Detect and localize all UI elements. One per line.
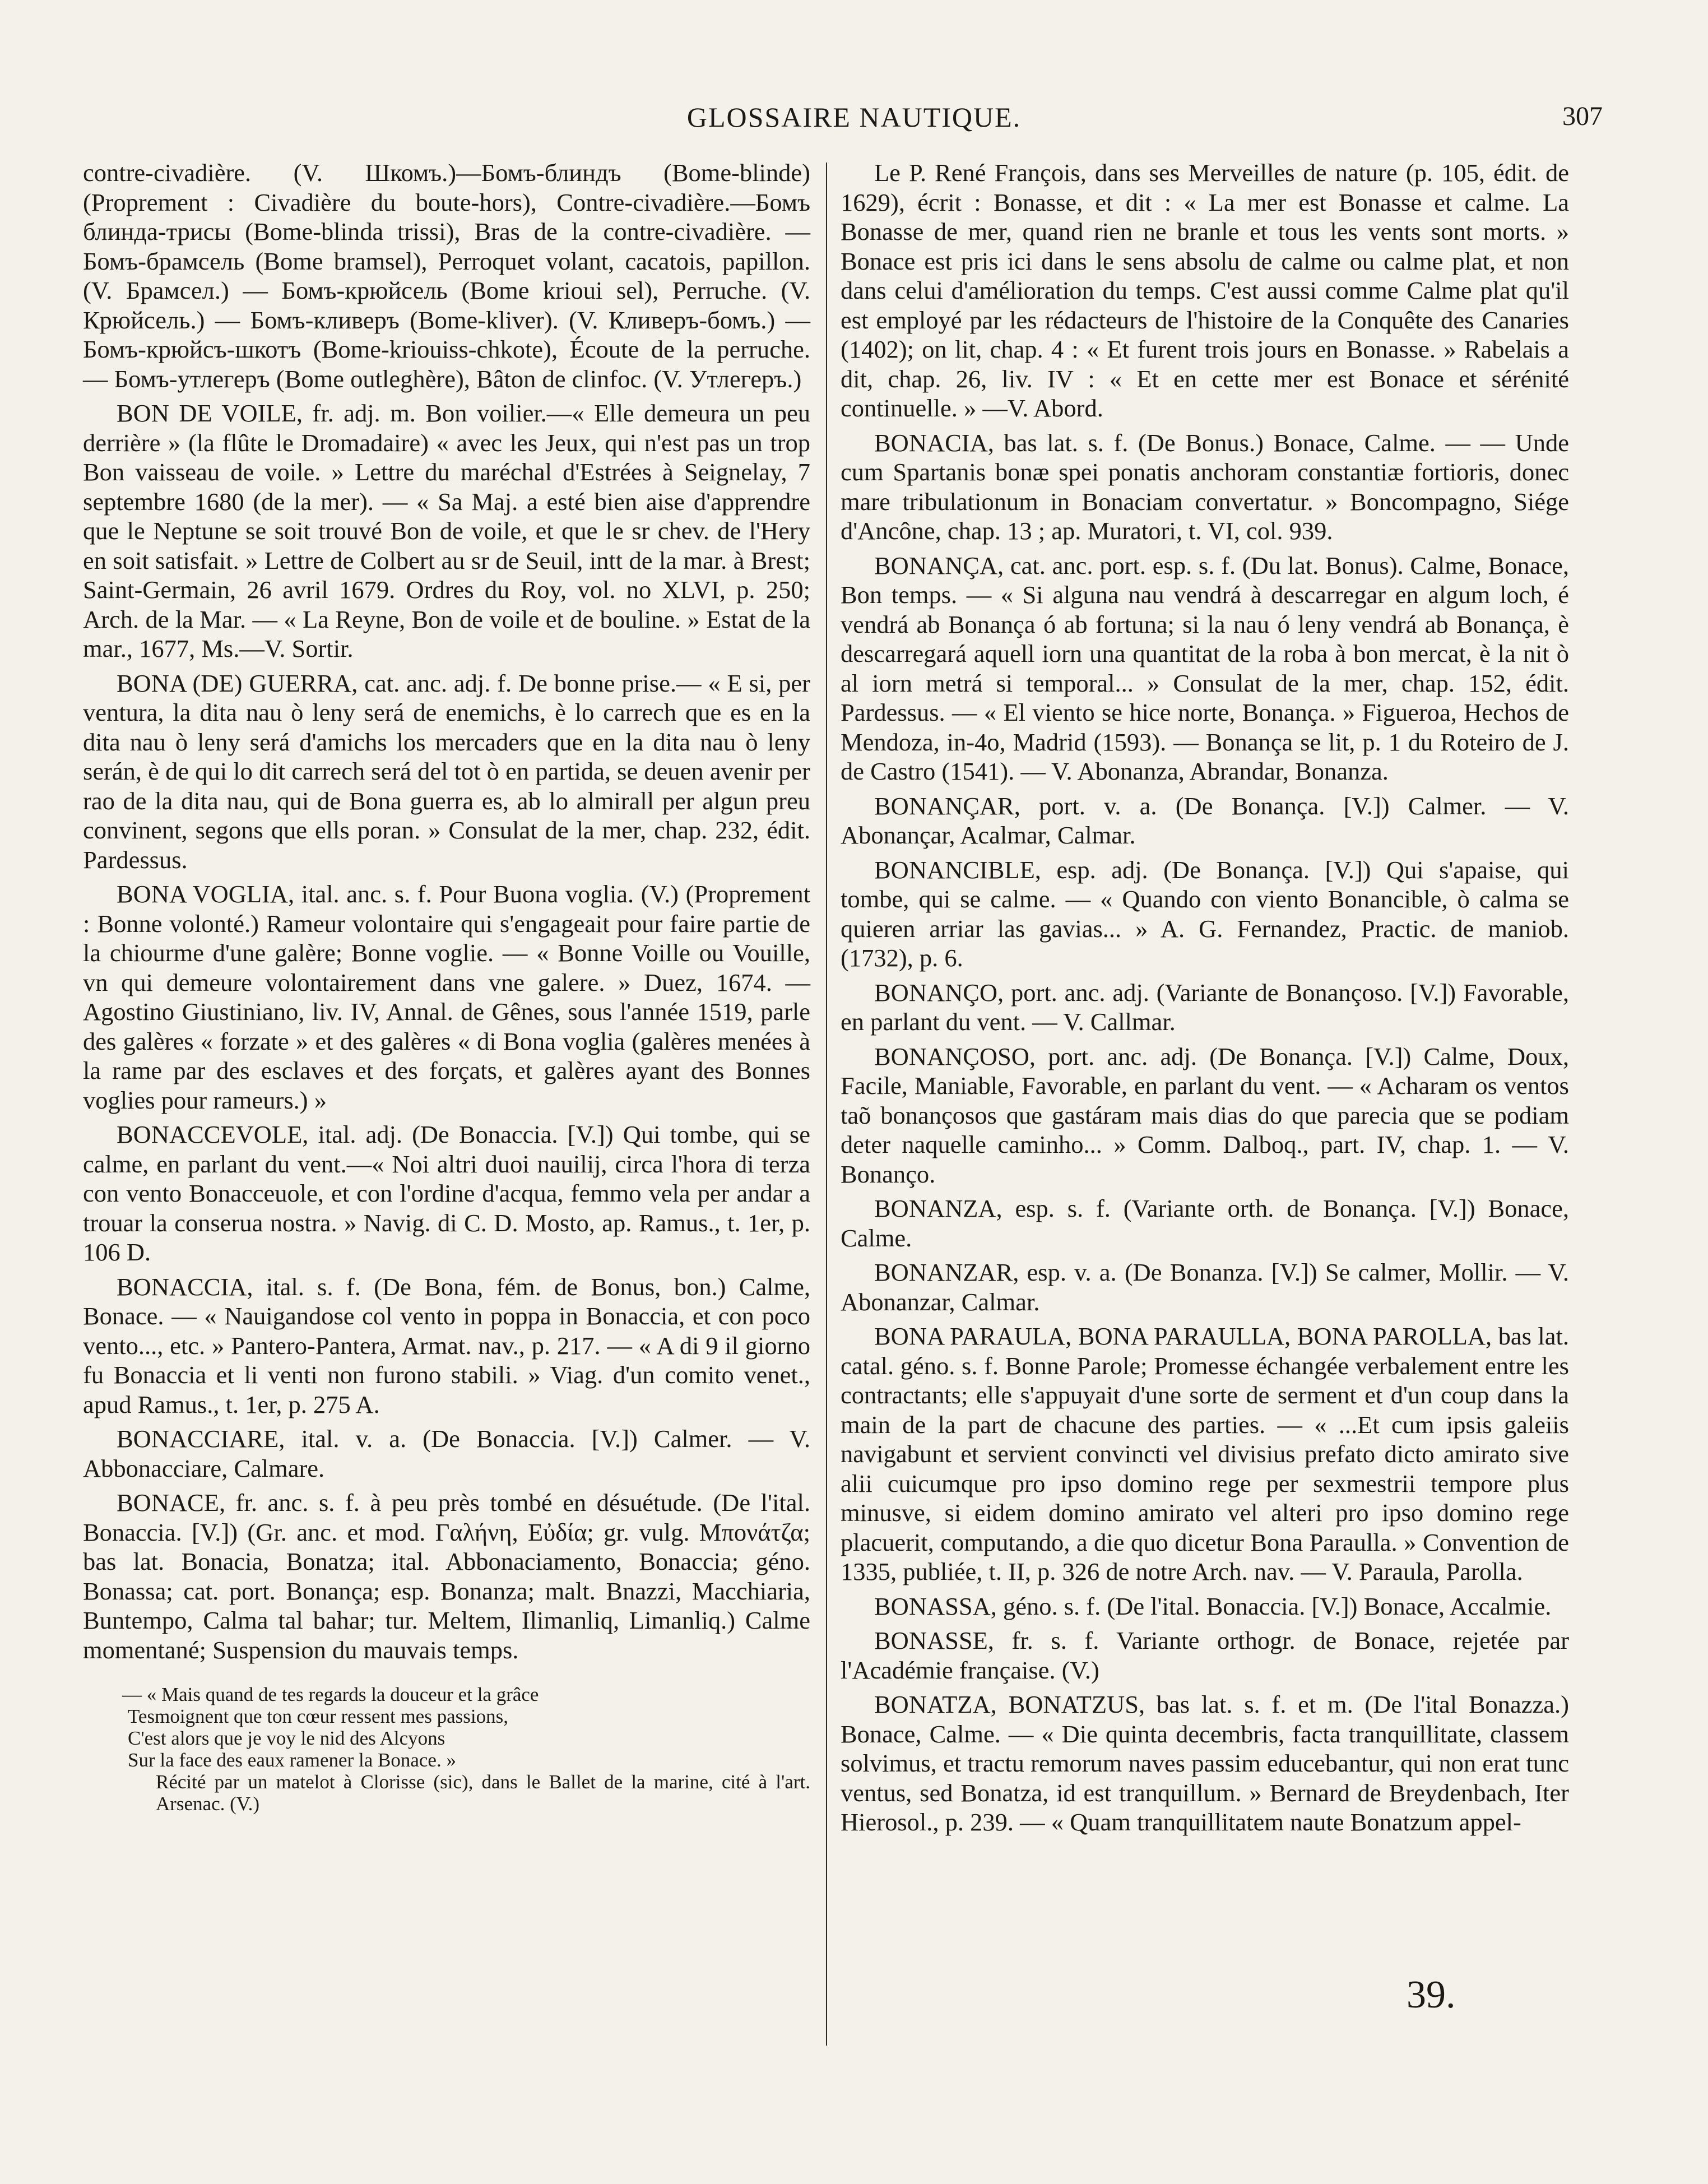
- running-head: [83, 101, 1625, 140]
- verse-line: C'est alors que je voy le nid des Alcyons: [128, 1727, 445, 1749]
- entry-paragraph: BONACCIA, ital. s. f. (De Bona, fém. de Bonus, bon.) Calme, Bonace. — « Nauigandose col vento in poppa in Bonaccia, et con poco vento..., etc. » Pantero-Pantera, Armat. nav., p. 217. — « A di 9 il giorno fu Bonaccia et li venti non furono stabili. » Viag. d'un comito venet., apud Ramus., t. 1er, p. 275 A.: [83, 1272, 810, 1418]
- entry-paragraph: BONASSA, géno. s. f. (De l'ital. Bonaccia. [V.]) Bonace, Accalmie.: [874, 1592, 1552, 1620]
- entry-paragraph: BONACE, fr. anc. s. f. à peu près tombé en désuétude. (De l'ital. Bonaccia. [V.]) (Gr. anc. et mod. Γαλήνη, Εὐδία; gr. vulg. Μπονάτζα; bas lat. Bonacia, Bonatza; ital. Abbonaciamento, Bonaccia; géno. Bonassa; cat. port. Bonança; esp. Bonanza; malt. Bnazzi, Macchiaria, Buntempo, Calma tal bahar; tur. Meltem, Ilimanliq, Limanliq.) Calme momentané; Suspension du mauvais temps.: [83, 1489, 810, 1664]
- entry-paragraph: BONA PARAULA, BONA PARAULLA, BONA PAROLLA, bas lat. catal. géno. s. f. Bonne Parole; Promesse échangée verbalement entre les contractants; elle s'appuyait d'une sorte de serment et d'un coup dans la main de la part de chacune des parties. — « ...Et cum ipsis galeiis navigabunt et servient convincti vel divisius prefato dicto amirato sive alii cuicumque pro ipso domino rege per sexmestrii tempore plus minusve, si eidem domino amirato vel alteri pro ipso domino rege placuerit, computando, a die quo dicetur Bona Paraulla. » Convention de 1335, publiée, t. II, p. 326 de notre Arch. nav. — V. Paraula, Parolla.: [841, 1322, 1569, 1585]
- page-title: GLOSSAIRE NAUTIQUE.: [686, 101, 1022, 133]
- verse-line: — « Mais quand de tes regards la douceur et la grâce: [122, 1684, 539, 1705]
- entry-paragraph: BONA (DE) GUERRA, cat. anc. adj. f. De bonne prise.— « E si, per ventura, la dita nau ò leny será de enemichs, è lo carrech que es en la dita nau ò leny será d'amichs los mercaders que en la dita nau ò leny serán, è de qui lo dit carrech será del tot ò en partida, se deuen avenir per rao de la dita nau, qui de Bona guerra es, ab lo almirall per algun preu convinent, segons que ells poran. » Consulat de la mer, chap. 232, édit. Pardessus.: [83, 669, 810, 874]
- entry-paragraph: BONANÇOSO, port. anc. adj. (De Bonança. [V.]) Calme, Doux, Facile, Maniable, Favorable, en parlant du vent. — « Acharam os ventos taõ bonançosos que gastáram mais dias do que parecia que se podiam deter naquelle caminho... » Comm. Dalboq., part. IV, chap. 1. — V. Bonanço.: [841, 1042, 1569, 1188]
- entry-paragraph: BON DE VOILE, fr. adj. m. Bon voilier.—« Elle demeura un peu derrière » (la flûte le Dromadaire) « avec les Jeux, qui n'est pas un trop Bon vaisseau de voile. » Lettre du maréchal d'Estrées à Seignelay, 7 septembre 1680 (de la mer). — « Sa Maj. a esté bien aise d'apprendre que le Neptune se soit trouvé Bon de voile, et que le sr chev. de l'Hery en soit satisfait. » Lettre de Colbert au sr de Seuil, intt de la mar. à Brest; Saint-Germain, 26 avril 1679. Ordres du Roy, vol. no XLVI, p. 250; Arch. de la Mar. — « La Reyne, Bon de voile et de bouline. » Estat de la mar., 1677, Ms.—V. Sortir.: [83, 399, 810, 662]
- entry-paragraph: BONANCIBLE, esp. adj. (De Bonança. [V.]) Qui s'apaise, qui tombe, qui se calme. — « Quando con viento Bonancible, ò calma se quieren arriar las gavias... » A. G. Fernandez, Practic. de maniob. (1732), p. 6.: [841, 855, 1569, 972]
- entry-paragraph: BONASSE, fr. s. f. Variante orthogr. de Bonace, rejetée par l'Académie française. (V.): [841, 1626, 1569, 1684]
- page-number: 307: [1562, 101, 1603, 131]
- entry-paragraph: BONACIA, bas lat. s. f. (De Bonus.) Bonace, Calme. — — Unde cum Spartanis bonæ spei ponatis anchoram constantiæ fortioris, donec mare tribulationum in Bonaciam convertatur. » Boncompagno, Siége d'Ancône, chap. 13 ; ap. Muratori, t. VI, col. 939.: [841, 428, 1569, 545]
- entry-paragraph: contre-civadière. (V. Шкомъ.)—Бомъ-блиндъ (Bome-blinde) (Proprement : Civadière du boute-hors), Contre-civadière.—Бомъ блинда-триcы (Bome-blinda trissi), Bras de la contre-civadière. — Бомъ-брамсель (Bome bramsel), Perroquet volant, cacatois, papillon. (V. Брамсел.) — Бомъ-крюйсель (Bome krioui sel), Perruche. (V. Крюйсель.) — Бомъ-кливеръ (Bome-kliver). (V. Кливеръ-бомъ.) — Бомъ-крюйсъ-шкотъ (Bome-kriouiss-chkote), Écoute de la perruche. — Бомъ-утлегеръ (Bome outleghère), Bâton de clinfoc. (V. Утлегеръ.): [83, 159, 810, 393]
- verse-quotation: [122, 1684, 810, 1815]
- signature-mark: 39.: [1407, 1973, 1456, 2016]
- entry-paragraph: BONACCIARE, ital. v. a. (De Bonaccia. [V.]) Calmer. — V. Abbonacciare, Calmare.: [83, 1425, 810, 1482]
- entry-paragraph: Le P. René François, dans ses Merveilles de nature (p. 105, édit. de 1629), écrit : Bonasse, et dit : « La mer est Bonasse et calme. La Bonasse de mer, quand rien ne branle et tous les vents sont morts. » Bonace est pris ici dans le sens absolu de calme ou calme plat, et non dans celui d'amélioration du temps. C'est aussi comme Calme plat qu'il est employé par les rédacteurs de l'histoire de la Conquête des Canaries (1402); on lit, chap. 4 : « Et furent trois jours en Bonasse. » Rabelais a dit, chap. 26, liv. IV : « Et en cette mer est Bonace et sérénité continuelle. » —V. Abord.: [841, 159, 1569, 422]
- right-column: [841, 158, 1569, 1842]
- verse-line: Sur la face des eaux ramener la Bonace. »: [128, 1749, 456, 1771]
- verse-line: Tesmoignent que ton cœur ressent mes passions,: [128, 1705, 508, 1727]
- entry-paragraph: BONANZA, esp. s. f. (Variante orth. de Bonança. [V.]) Bonace, Calme.: [841, 1194, 1569, 1252]
- entry-paragraph: BONANÇA, cat. anc. port. esp. s. f. (Du lat. Bonus). Calme, Bonace, Bon temps. — « Si alguna nau vendrá à descarregar en algum loch, é vendrá ab Bonança ó ab fortuna; si la nau ó leny vendrá ab Bonança, è descarregará aquell iorn una quantitat de la roba à bon mercat, è la nit ò al iorn metrá si temporal... » Consulat de la mer, chap. 152, édit. Pardessus. — « El viento se hice norte, Bonança. » Figueroa, Hechos de Mendoza, in-4o, Madrid (1593). — Bonança se lit, p. 1 du Roteiro de J. de Castro (1541). — V. Abonanza, Abrandar, Bonanza.: [841, 551, 1569, 785]
- entry-paragraph: BONA VOGLIA, ital. anc. s. f. Pour Buona voglia. (V.) (Proprement : Bonne volonté.) Rameur volontaire qui s'engageait pour faire partie de la chiourme d'une galère; Bonne voglie. — « Bonne Voille ou Vouille, vn qui demeure volontairement dans vne galere. » Duez, 1674. — Agostino Giustiniano, liv. IV, Annal. de Gênes, sous l'année 1519, parle des galères « forzate » et des galères « di Bona voglia (galères menées à la rame par des esclaves et des forçats, et galères ayant des Bonnes voglies pour rameurs.) »: [83, 880, 810, 1114]
- left-column: [83, 158, 810, 1815]
- entry-paragraph: BONANÇAR, port. v. a. (De Bonança. [V.]) Calmer. — V. Abonançar, Acalmar, Calmar.: [841, 791, 1569, 849]
- entry-paragraph: BONANZAR, esp. v. a. (De Bonanza. [V.]) Se calmer, Mollir. — V. Abonanzar, Calmar.: [841, 1258, 1569, 1316]
- entry-paragraph: BONACCEVOLE, ital. adj. (De Bonaccia. [V.]) Qui tombe, qui se calme, en parlant du vent.—« Noi altri duoi nauilij, circa l'hora di terza con vento Bonacceuole, et con l'ordine d'acqua, femmo vela per andar a trouar la conserua nostra. » Navig. di C. D. Mosto, ap. Ramus., t. 1er, p. 106 D.: [83, 1120, 810, 1266]
- entry-paragraph: BONANÇO, port. anc. adj. (Variante de Bonançoso. [V.]) Favorable, en parlant du vent. — V. Callmar.: [841, 978, 1569, 1036]
- column-divider: [826, 163, 827, 2046]
- entry-paragraph: BONATZA, BONATZUS, bas lat. s. f. et m. (De l'ital Bonazza.) Bonace, Calme. — « Die quinta decembris, facta tranquillitate, classem solvimus, et tractu remorum naves passim educebantur, qui non erat tunc ventus, sed Bonatza, id est tranquillum. » Bernard de Breydenbach, Iter Hierosol., p. 239. — « Quam tranquillitatem naute Bonatzum appel-: [841, 1690, 1569, 1836]
- verse-source: Récité par un matelot à Clorisse (sic), dans le Ballet de la marine, cité à l'art. Arsenac. (V.): [156, 1771, 810, 1815]
